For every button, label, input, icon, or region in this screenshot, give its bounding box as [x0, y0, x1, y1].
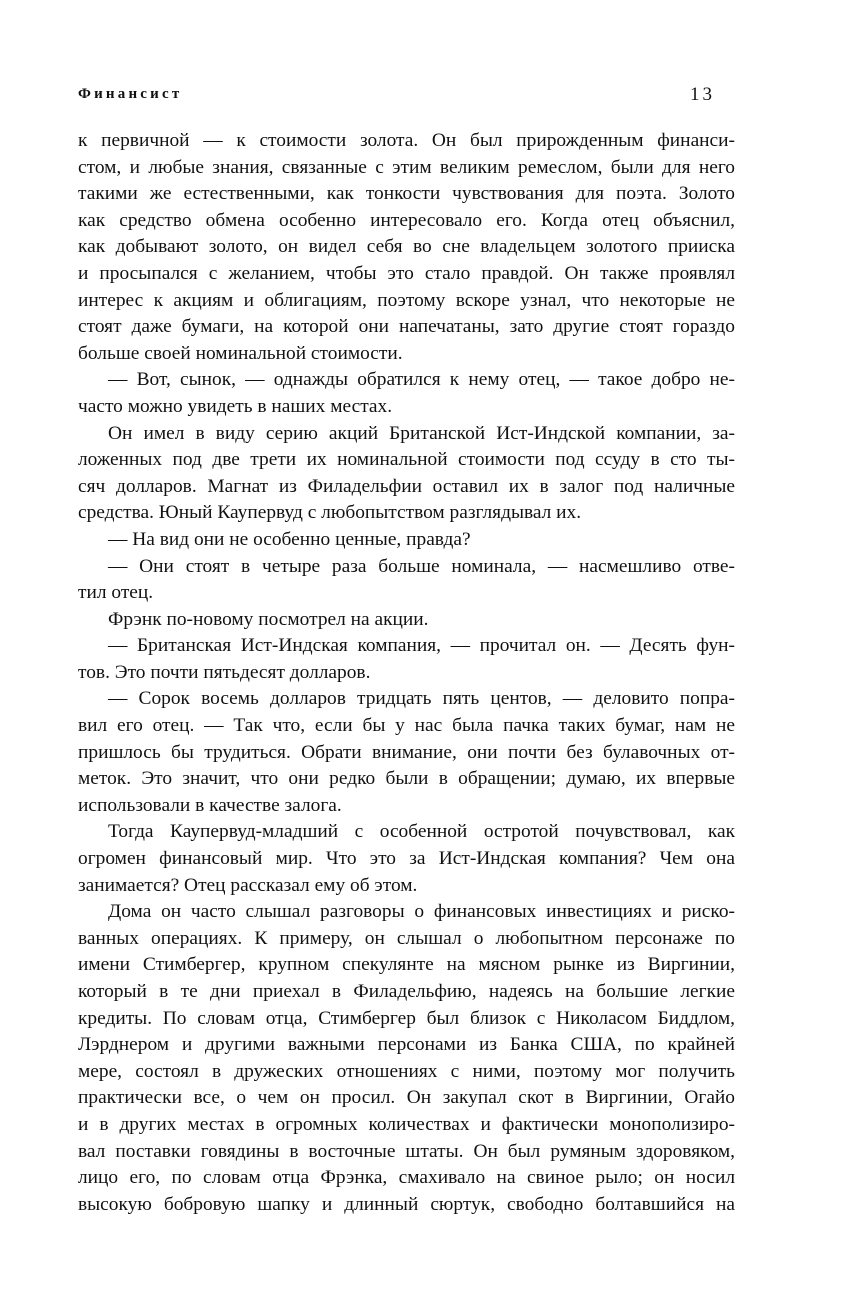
text-line: интерес к акциям и облигациям, поэтому вскоре узнал, что некоторые не [78, 289, 735, 311]
running-head [78, 86, 735, 110]
text-line: стом, и любые знания, связанные с этим великим ремеслом, были для него [78, 156, 735, 178]
text-line: больше своей номинальной стоимости. [78, 342, 403, 364]
text-line: Фрэнк по-новому посмотрел на акции. [108, 608, 429, 630]
text-line: вал поставки говядины в восточные штаты. Он был румяным здоровяком, [78, 1140, 735, 1162]
text-line: имени Стимбергер, крупном спекулянте на мясном рынке из Виргинии, [78, 954, 735, 976]
text-line: — Они стоят в четыре раза больше номинала, — насмешливо отве- [108, 555, 735, 577]
text-line: сяч долларов. Магнат из Филадельфии оставил их в залог под наличные [78, 475, 735, 497]
paragraph [78, 607, 735, 634]
text-line: тов. Это почти пятьдесят долларов. [78, 661, 371, 683]
text-line: часто можно увидеть в наших местах. [78, 395, 393, 417]
text-line: ванных операциях. К примеру, он слышал о любопытном персонаже по [78, 927, 735, 949]
text-line: как средство обмена особенно интересовало его. Когда отец объяснил, [78, 209, 735, 231]
text-line: и в других местах в огромных количествах и фактически монополизиро- [78, 1113, 735, 1135]
body-text [78, 128, 735, 1218]
text-line: Он имел в виду серию акций Британской Ист-Индской компании, за- [108, 422, 735, 444]
text-line: вил его отец. — Так что, если бы у нас была пачка таких бумаг, нам не [78, 715, 735, 737]
text-line: — Вот, сынок, — однажды обратился к нему отец, — такое добро не- [108, 369, 735, 391]
text-line: использовали в качестве залога. [78, 794, 342, 816]
text-line: стоят даже бумаги, на которой они напечатаны, зато другие стоят гораздо [78, 316, 735, 338]
text-line: Тогда Каупервуд-младший с особенной остротой почувствовал, как [108, 821, 735, 843]
paragraph [78, 128, 735, 367]
text-line: который в те дни приехал в Филадельфию, надеясь на большие легкие [78, 981, 735, 1002]
text-line: тил отец. [78, 582, 154, 604]
text-line: как добывают золото, он видел себя во сне владельцем золотого прииска [78, 236, 735, 258]
paragraph [78, 367, 735, 420]
text-line: ложенных под две трети их номинальной стоимости под ссуду в сто ты- [78, 449, 735, 471]
text-line: мере, состоял в дружеских отношениях с ними, поэтому мог получить [78, 1060, 735, 1082]
text-line: огромен финансовый мир. Что это за Ист-Индская компания? Чем она [78, 848, 735, 870]
paragraph [78, 527, 735, 554]
text-line: Дома он часто слышал разговоры о финансовых инвестициях и риско- [108, 901, 735, 923]
page-number: 13 [690, 84, 715, 105]
paragraph [78, 421, 735, 527]
text-line: такими же естественными, как тонкости чувствования для поэта. Золото [78, 183, 735, 205]
text-line: средства. Юный Каупервуд с любопытством разглядывал их. [78, 502, 582, 524]
text-line: — На вид они не особенно ценные, правда? [108, 528, 471, 550]
text-line: и просыпался с желанием, чтобы это стало правдой. Он также проявлял [78, 262, 735, 284]
running-head-title: Финансист [78, 86, 183, 102]
paragraph [78, 554, 735, 607]
paragraph [78, 819, 735, 899]
paragraph [78, 633, 735, 686]
text-line: практически все, о чем он просил. Он закупал скот в Виргинии, Огайо [78, 1087, 735, 1109]
paragraph [78, 899, 735, 1218]
text-line: — Сорок восемь долларов тридцать пять центов, — деловито попра- [108, 688, 735, 710]
text-line: высокую бобровую шапку и длинный сюртук, свободно болтавшийся на [78, 1193, 735, 1215]
text-line: занимается? Отец рассказал ему об этом. [78, 874, 418, 896]
text-line: лицо его, по словам отца Фрэнка, смахивало на свиное рыло; он носил [78, 1167, 735, 1189]
text-line: — Британская Ист-Индская компания, — прочитал он. — Десять фун- [108, 635, 735, 657]
paragraph [78, 686, 735, 819]
text-line: меток. Это значит, что они редко были в обращении; думаю, их впервые [78, 768, 735, 790]
text-line: кредиты. По словам отца, Стимбергер был близок с Николасом Биддлом, [78, 1007, 735, 1029]
text-line: к первичной — к стоимости золота. Он был прирожденным финанси- [78, 130, 735, 151]
text-line: пришлось бы трудиться. Обрати внимание, они почти без булавочных от- [78, 741, 735, 763]
text-line: Лэрднером и другими важными персонами из Банка США, по крайней [78, 1034, 735, 1056]
